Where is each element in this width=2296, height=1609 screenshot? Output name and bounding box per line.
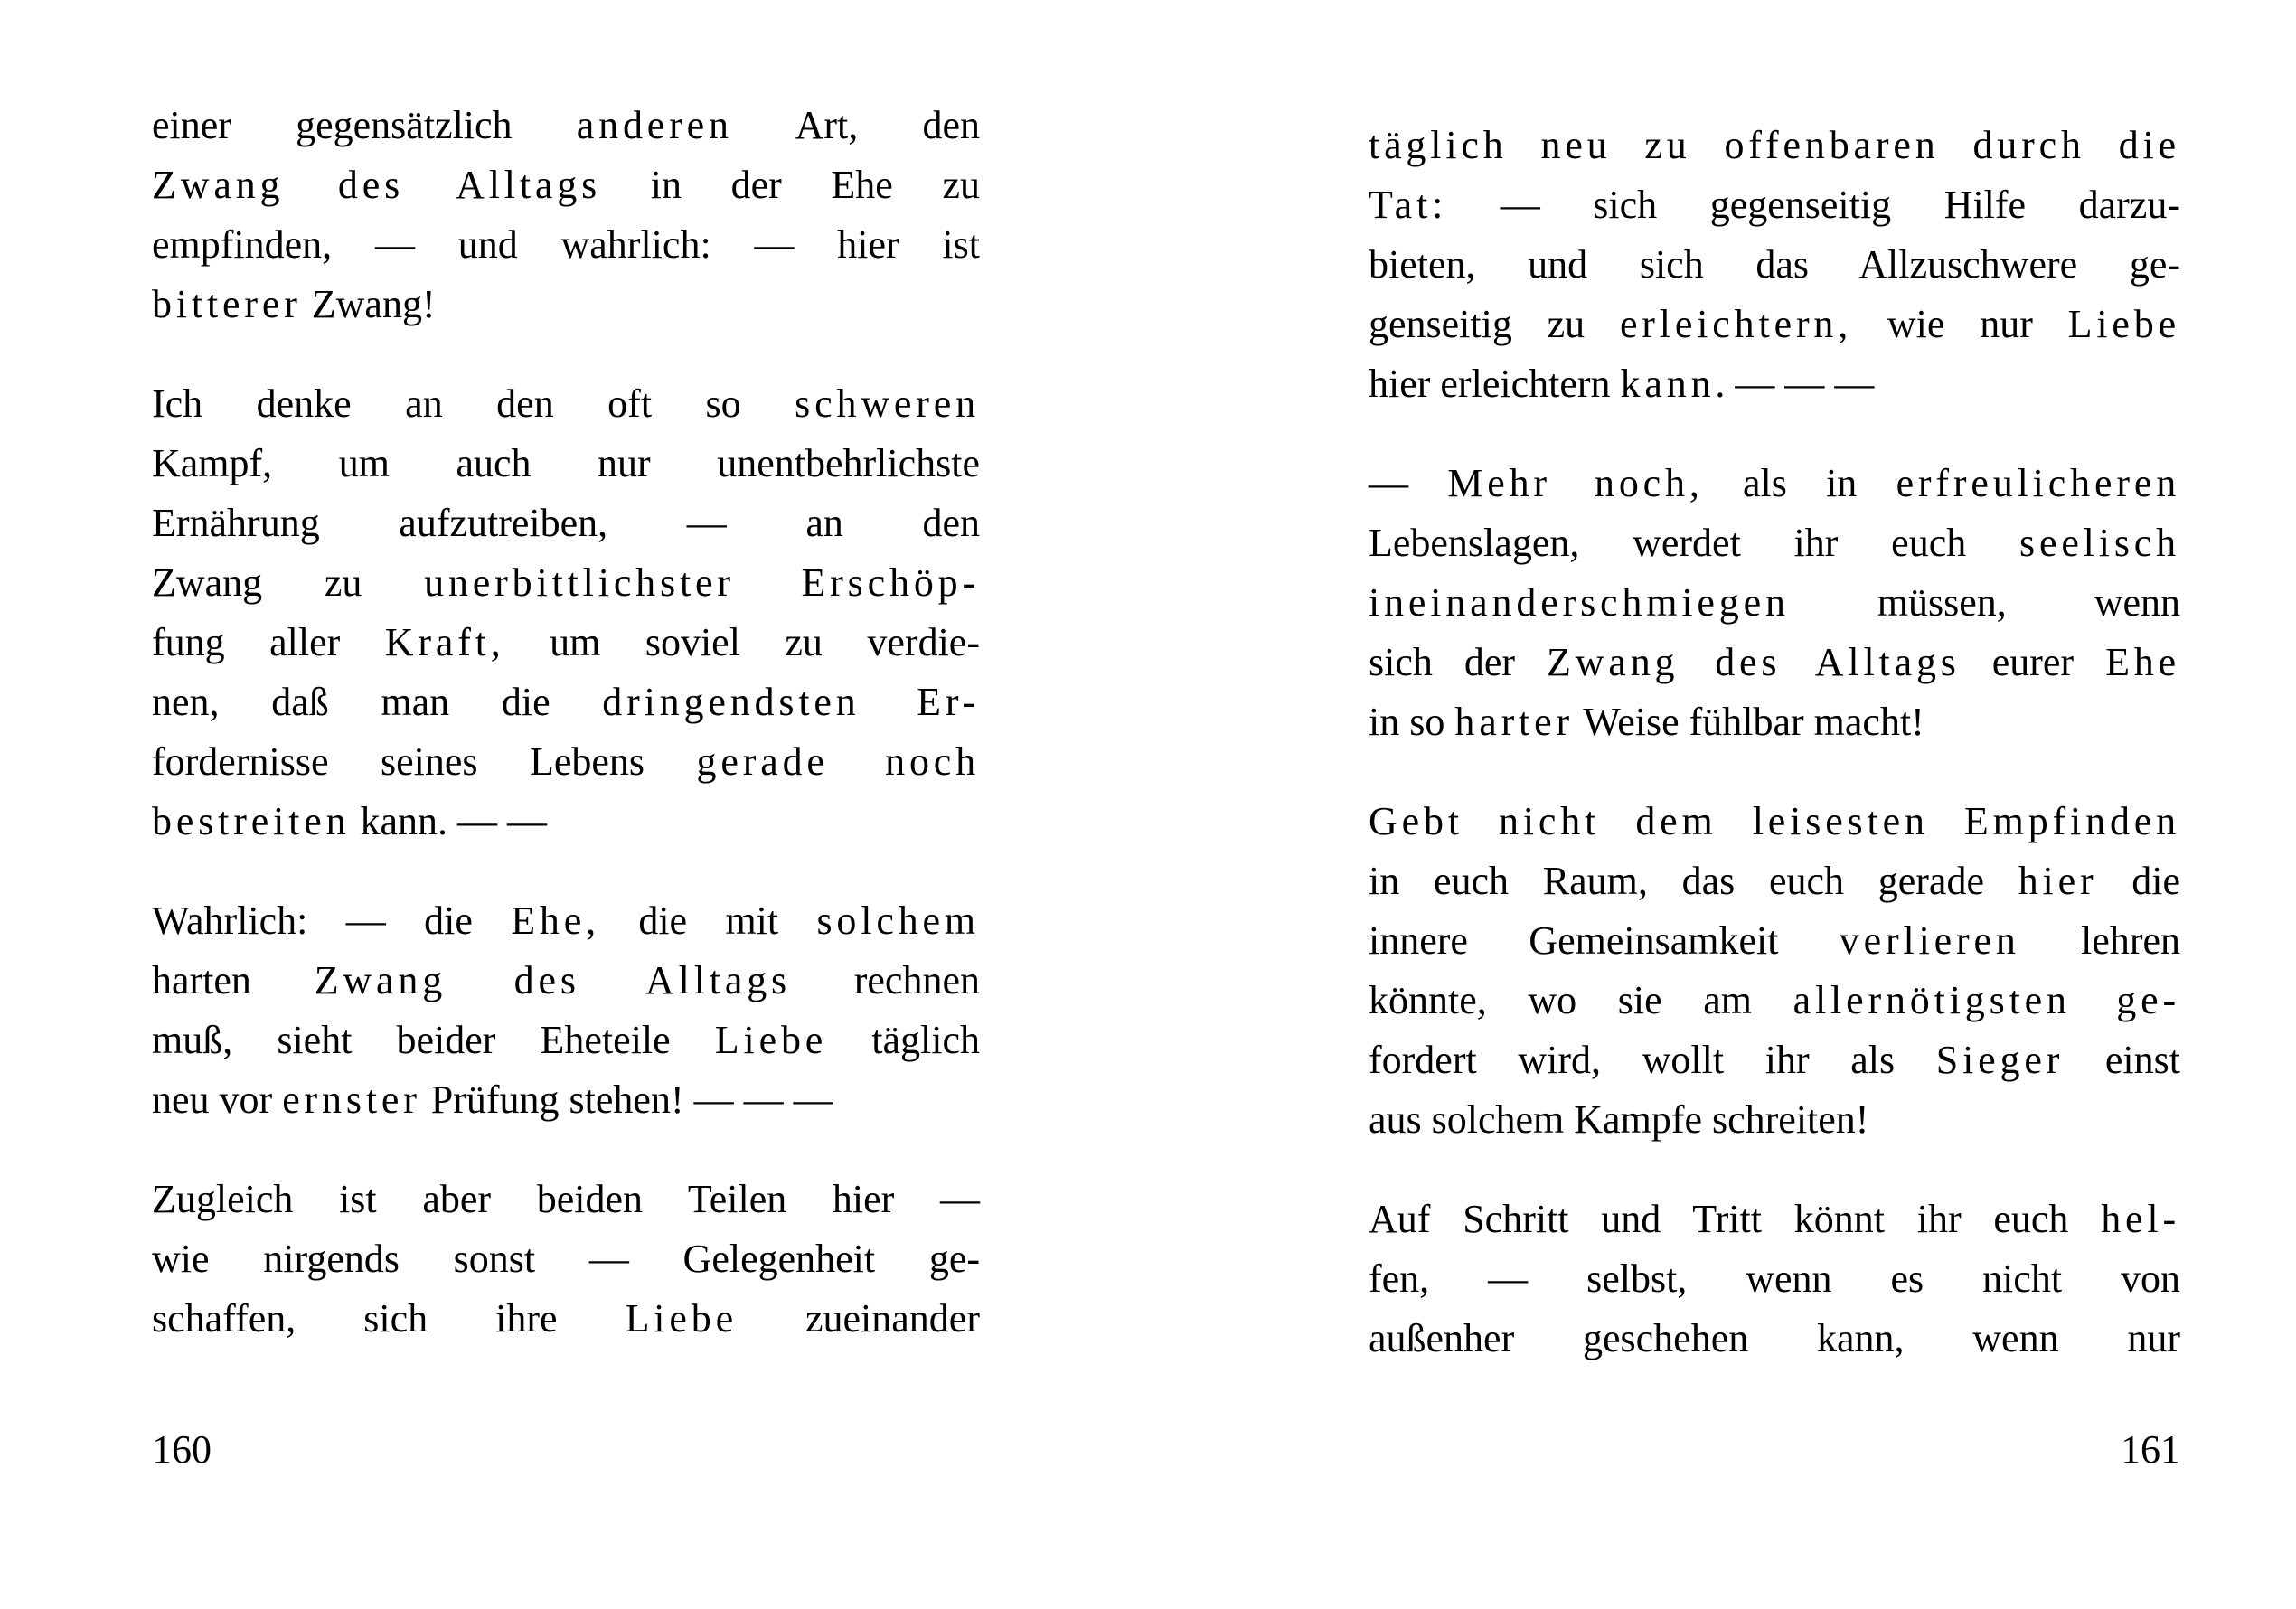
text-segment: sich der: [1369, 640, 1548, 684]
text-segment: neu vor: [152, 1077, 283, 1122]
text-segment: aus solchem Kampfe schreiten!: [1369, 1097, 1869, 1142]
text-segment: in der Ehe zu: [601, 163, 980, 207]
text-line: [1369, 971, 2180, 1030]
text-segment: innere Gemeinsamkeit: [1369, 918, 1840, 963]
text-segment-spaced: harter: [1454, 700, 1574, 744]
text-segment: Wahrlich: — die: [152, 899, 512, 943]
text-line: [1369, 116, 2180, 175]
text-segment: in so: [1369, 700, 1455, 744]
text-segment: . — — —: [1715, 362, 1875, 406]
text-segment: Zugleich ist aber beiden Teilen hier —: [152, 1177, 980, 1221]
text-segment-spaced: erleichtern,: [1619, 302, 1853, 346]
text-line: [152, 1011, 980, 1070]
text-segment-spaced: anderen: [576, 103, 733, 147]
text-segment: zueinander: [737, 1296, 980, 1341]
text-segment: nen, daß man die: [152, 680, 603, 724]
text-line: [1369, 1309, 2180, 1369]
text-segment-spaced: Ehe,: [511, 899, 600, 943]
text-segment: wie nirgends sonst — Gelegenheit ge-: [152, 1237, 980, 1281]
text-segment: fen, — selbst, wenn es nicht von: [1369, 1256, 2180, 1301]
text-segment: schaffen, sich ihre: [152, 1296, 626, 1341]
text-segment-spaced: Liebe: [714, 1018, 828, 1062]
text-segment: außenher geschehen kann, wenn nur: [1369, 1316, 2180, 1360]
paragraph: [1369, 792, 2180, 1150]
text-line: [152, 215, 980, 275]
text-segment-spaced: solchem: [816, 899, 980, 943]
text-segment: müssen, wenn: [1789, 580, 2180, 625]
text-segment: die: [2097, 859, 2180, 903]
text-line: [1369, 235, 2180, 295]
text-line: [152, 374, 980, 434]
text-segment-spaced: Sieger: [1935, 1038, 2065, 1082]
text-segment-spaced: hier: [2018, 859, 2098, 903]
text-segment: harten: [152, 958, 315, 1002]
text-segment: wie nur: [1852, 302, 2068, 346]
paragraph: [152, 891, 980, 1130]
text-segment: fordernisse seines Lebens: [152, 739, 697, 784]
text-segment: Auf Schritt und Tritt könnt ihr euch: [1369, 1197, 2102, 1241]
text-line: [152, 96, 980, 155]
text-column-right: [1369, 116, 2180, 1408]
paragraph: [152, 1170, 980, 1349]
text-line: [152, 613, 980, 673]
text-line: [1369, 354, 2180, 414]
paragraph: [152, 374, 980, 852]
paragraph: [1369, 454, 2180, 752]
text-segment-spaced: bestreiten: [152, 799, 351, 843]
text-segment-spaced: verlieren: [1839, 918, 2020, 963]
text-line: [1369, 513, 2180, 573]
text-line: [152, 792, 980, 852]
text-line: [1369, 1190, 2180, 1249]
text-segment-spaced: Tat:: [1369, 183, 1448, 227]
text-segment-spaced: dringendsten Er-: [602, 680, 980, 724]
text-segment-spaced: Liebe: [2067, 302, 2180, 346]
text-segment: um soviel zu verdie-: [504, 620, 980, 664]
text-line: [152, 1170, 980, 1229]
text-segment-spaced: gerade noch: [696, 739, 981, 784]
text-segment-spaced: ernster: [282, 1077, 421, 1122]
text-line: [152, 891, 980, 951]
text-segment-spaced: Mehr noch,: [1447, 461, 1704, 505]
text-line: [1369, 633, 2180, 692]
text-line: [152, 434, 980, 494]
text-line: [152, 951, 980, 1011]
text-segment: lehren: [2019, 918, 2180, 963]
text-segment-spaced: unerbittlichster Erschöp-: [424, 560, 980, 605]
text-segment: muß, sieht beider Eheteile: [152, 1018, 715, 1062]
text-line: [152, 553, 980, 613]
text-segment: täglich: [827, 1018, 981, 1062]
text-segment: die mit: [599, 899, 817, 943]
text-segment: Lebenslagen, werdet ihr euch: [1369, 521, 2019, 565]
text-segment: Prüfung stehen! — — —: [420, 1077, 833, 1122]
text-line: [1369, 1249, 2180, 1309]
text-segment: —: [1369, 461, 1448, 505]
text-segment: in euch Raum, das euch gerade: [1369, 859, 2018, 903]
text-segment-spaced: erfreulicheren: [1896, 461, 2181, 505]
text-line: [152, 732, 980, 792]
text-segment: empfinden, — und wahrlich: — hier ist: [152, 222, 980, 267]
text-segment-spaced: kann: [1620, 362, 1716, 406]
text-segment-spaced: seelisch: [2018, 521, 2180, 565]
text-segment-spaced: schweren: [795, 381, 980, 426]
text-segment: Zwang!: [301, 282, 436, 326]
text-segment: einst: [2064, 1038, 2180, 1082]
text-segment: Kampf, um auch nur unentbehrlichste: [152, 441, 980, 485]
text-segment-spaced: Liebe: [625, 1296, 738, 1341]
text-line: [1369, 175, 2180, 235]
text-line: [1369, 295, 2180, 354]
text-segment: als in: [1703, 461, 1896, 505]
text-segment-spaced: Zwang des Alltags: [1547, 640, 1961, 684]
text-segment: bieten, und sich das Allzuschwere ge-: [1369, 242, 2180, 287]
text-line: [1369, 792, 2180, 852]
text-segment: — sich gegenseitig Hilfe darzu-: [1447, 183, 2180, 227]
paragraph: [152, 96, 980, 334]
text-line: [152, 673, 980, 732]
paragraph: [1369, 116, 2180, 414]
text-segment: Ich denke an den oft so: [152, 381, 795, 426]
text-line: [152, 1229, 980, 1289]
text-segment-spaced: hel-: [2101, 1197, 2180, 1241]
text-segment-spaced: Zwang des Alltags: [314, 958, 791, 1002]
text-segment-spaced: allernötigsten ge-: [1793, 978, 2180, 1022]
text-segment-spaced: Zwang des Alltags: [152, 163, 602, 207]
text-segment-spaced: bitterer: [152, 282, 302, 326]
page-number-right: 161: [2121, 1427, 2180, 1472]
text-segment-spaced: Ehe: [2105, 640, 2180, 684]
text-line: [152, 275, 980, 334]
text-segment: könnte, wo sie am: [1369, 978, 1793, 1022]
text-segment: Art, den: [732, 103, 980, 147]
text-segment: Weise fühlbar macht!: [1574, 700, 1924, 744]
text-segment: Zwang zu: [152, 560, 425, 605]
text-line: [1369, 911, 2180, 971]
text-segment-spaced: täglich neu zu offenbaren durch die: [1369, 123, 2180, 167]
text-segment: rechnen: [791, 958, 980, 1002]
text-line: [1369, 852, 2180, 911]
text-segment: kann. — —: [350, 799, 547, 843]
text-line: [152, 1070, 980, 1130]
text-line: [152, 155, 980, 215]
text-column-left: [152, 96, 980, 1388]
text-segment: Ernährung aufzutreiben, — an den: [152, 501, 980, 545]
text-line: [152, 1289, 980, 1349]
text-segment: eurer: [1960, 640, 2106, 684]
text-line: [1369, 454, 2180, 513]
text-line: [1369, 1090, 2180, 1150]
text-segment-spaced: Kraft,: [384, 620, 505, 664]
text-line: [152, 494, 980, 553]
text-line: [1369, 692, 2180, 752]
text-segment: fordert wird, wollt ihr als: [1369, 1038, 1936, 1082]
text-segment-spaced: ineinanderschmiegen: [1369, 580, 1790, 625]
text-line: [1369, 573, 2180, 633]
text-line: [1369, 1030, 2180, 1090]
text-segment-spaced: Gebt nicht dem leisesten Empfinden: [1369, 799, 2180, 843]
text-segment: genseitig zu: [1369, 302, 1620, 346]
paragraph: [1369, 1190, 2180, 1369]
text-segment: hier erleichtern: [1369, 362, 1621, 406]
page-number-left: 160: [152, 1427, 212, 1472]
text-segment: einer gegensätzlich: [152, 103, 577, 147]
text-segment: fung aller: [152, 620, 385, 664]
